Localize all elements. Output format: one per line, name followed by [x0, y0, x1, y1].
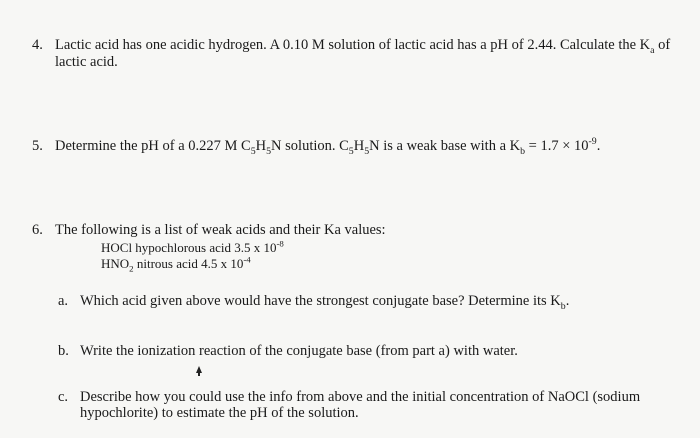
mouse-cursor-icon [196, 366, 202, 373]
q6a-text: Which acid given above would have the strongest conjugate base? Determine its $K_b$. [80, 293, 570, 312]
q6b-label: b. [58, 343, 69, 359]
q4-line2: lactic acid. [55, 54, 118, 70]
q6c-line2: hypochlorite) to estimate the pH of the solution. [80, 405, 359, 421]
q4-line1: Lactic acid has one acidic hydrogen. A 0.10 M solution of lactic acid has a pH of 2.44. Calculate the $K_a$ of [55, 37, 671, 56]
q6a-label: a. [58, 293, 69, 309]
q6c-line1: Describe how you could use the info from above and the initial concentration of NaOCl (sodium [80, 389, 641, 405]
q6c-label: c. [58, 389, 69, 405]
acid-hno2: $HNO_2$ nitrous acid 4.5 x $10^{-4}$ [101, 254, 251, 274]
q6-number: 6. [32, 222, 43, 238]
q5-number: 5. [32, 138, 43, 154]
q5-text: Determine the pH of a 0.227 M $C_5H_5N$ solution. $C_5H_5N$ is a weak base with a $K_b = 1.7 \times 10^{-9}$. [55, 136, 601, 157]
acid-hocl: HOCl hypochlorous acid 3.5 x $10^{-8}$ [101, 238, 284, 255]
q4-number: 4. [32, 37, 43, 53]
q6b-text: Write the ionization reaction of the conjugate base (from part a) with water. [80, 343, 518, 359]
q6-intro: The following is a list of weak acids and their Ka values: [55, 222, 386, 238]
